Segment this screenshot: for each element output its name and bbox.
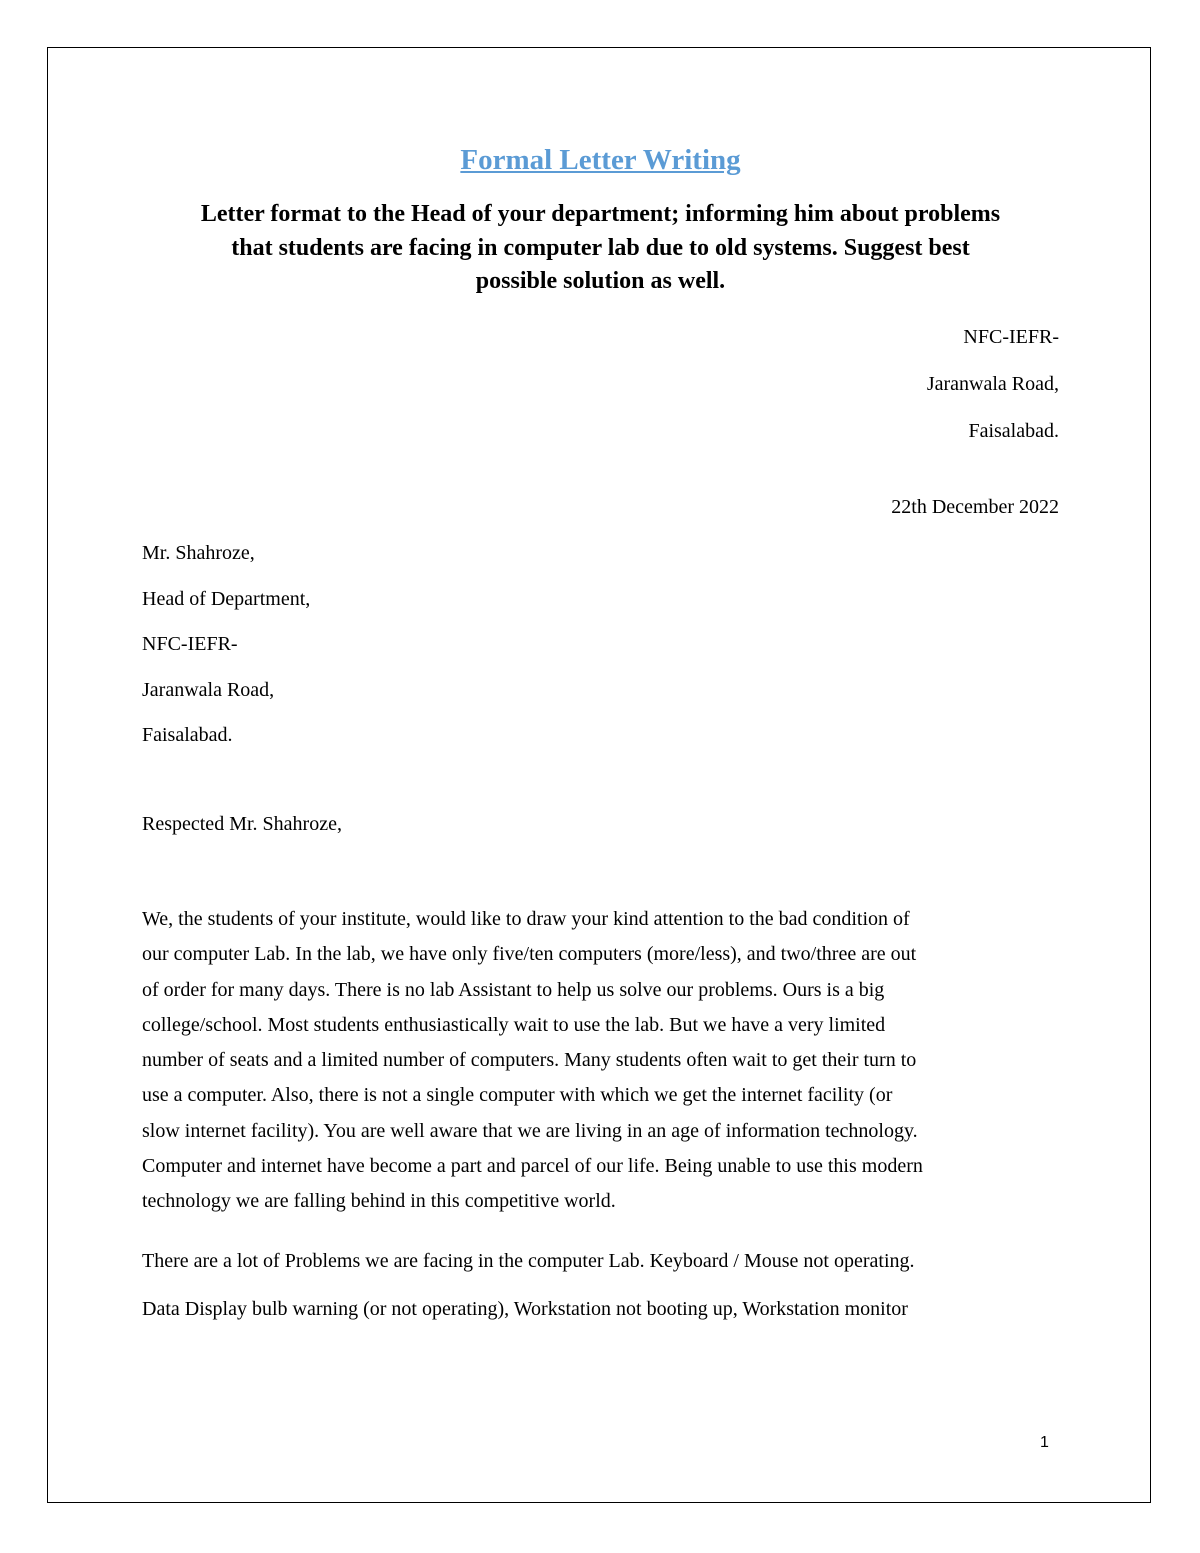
paragraph-line: There are a lot of Problems we are facing in the computer Lab. Keyboard / Mouse not operating. [142, 1250, 915, 1272]
paragraph-line: use a computer. Also, there is not a single computer with which we get the internet facility (or [142, 1084, 893, 1107]
subtitle-line: possible solution as well. [475, 268, 726, 294]
sender-address [927, 314, 1059, 455]
recipient-line: Faisalabad. [142, 724, 233, 746]
sender-address-line: Jaranwala Road, [926, 373, 1059, 395]
recipient-address [142, 531, 310, 759]
paragraph-line: number of seats and a limited number of computers. Many students often wait to get their turn to [142, 1049, 917, 1072]
paragraph-line: technology we are falling behind in this competitive world. [142, 1190, 616, 1213]
page-number: 1 [1040, 1434, 1049, 1451]
subtitle-line: Letter format to the Head of your department; informing him about problems [200, 201, 1001, 227]
paragraph-line: Computer and internet have become a part and parcel of our life. Being unable to use this modern [142, 1155, 923, 1178]
recipient-line: Jaranwala Road, [142, 678, 275, 701]
recipient-line: Mr. Shahroze, [142, 542, 255, 564]
paragraph-line: college/school. Most students enthusiastically wait to use the lab. But we have a very limited [142, 1013, 886, 1036]
letter-date: 22th December 2022 [891, 496, 1059, 518]
body-paragraph-3 [142, 1292, 1059, 1326]
salutation: Respected Mr. Shahroze, [142, 813, 342, 835]
paragraph-line: our computer Lab. In the lab, we have only five/ten computers (more/less), and two/three are out [142, 943, 917, 966]
paragraph-line: slow internet facility). You are well aware that we are living in an age of information technology. [142, 1119, 918, 1142]
body-paragraph-2 [142, 1244, 1059, 1278]
recipient-line: Head of Department, [142, 587, 311, 610]
subtitle-line: that students are facing in computer lab due to old systems. Suggest best [231, 234, 970, 261]
paragraph-line: Data Display bulb warning (or not operating), Workstation not booting up, Workstation monitor [142, 1298, 908, 1320]
paragraph-line: We, the students of your institute, would like to draw your kind attention to the bad condition of [142, 908, 910, 930]
body-paragraph-1 [142, 902, 1059, 1220]
sender-address-line: NFC-IEFR- [963, 326, 1059, 348]
recipient-line: NFC-IEFR- [142, 633, 238, 655]
document-subtitle [142, 198, 1059, 299]
paragraph-line: of order for many days. There is no lab Assistant to help us solve our problems. Ours is a big [142, 978, 885, 1001]
sender-address-line: Faisalabad. [968, 420, 1059, 442]
document-title: Formal Letter Writing [460, 144, 741, 176]
